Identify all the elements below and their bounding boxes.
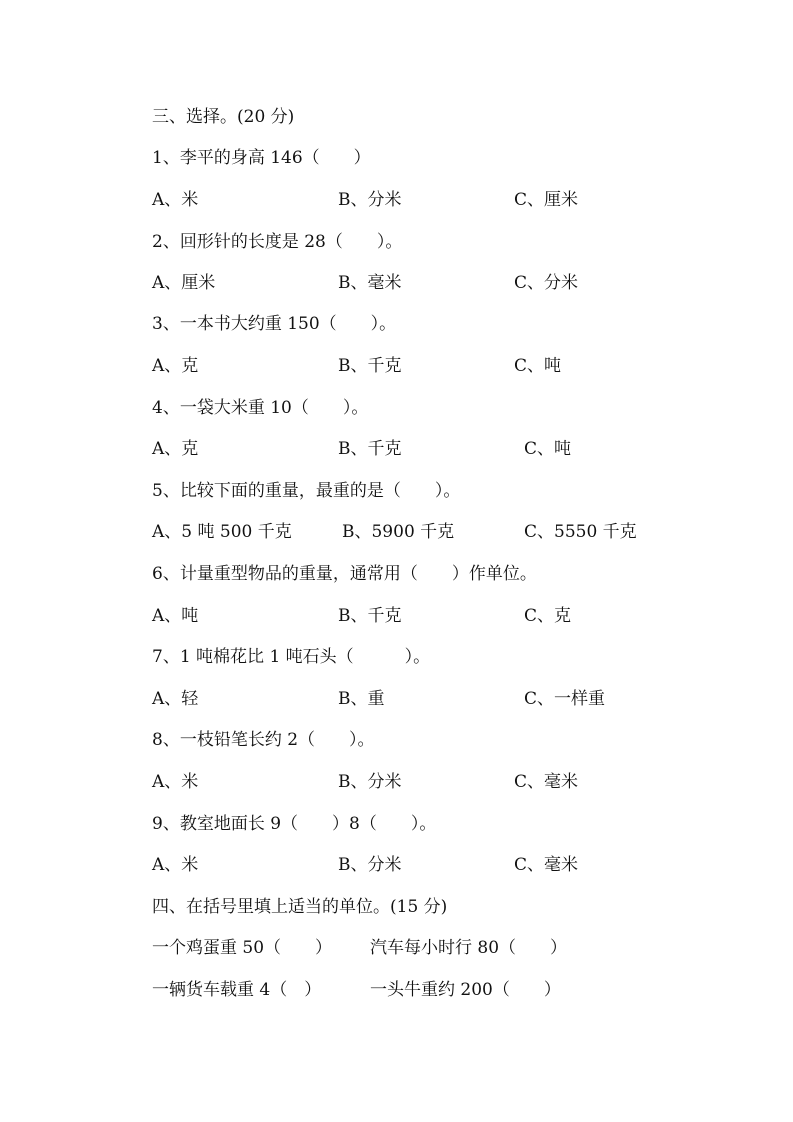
section-4-heading: 四、在括号里填上适当的单位。(15 分) bbox=[152, 897, 448, 917]
question-9-option-c: C、毫米 bbox=[514, 855, 579, 875]
question-2-option-c: C、分米 bbox=[514, 273, 579, 293]
question-1-prompt: 1、李平的身高 146（ ） bbox=[152, 148, 371, 168]
section-3-heading: 三、选择。(20 分) bbox=[152, 107, 295, 127]
question-4-option-c: C、吨 bbox=[524, 439, 572, 459]
question-2-option-a: A、厘米 bbox=[152, 273, 216, 293]
question-3-prompt: 3、一本书大约重 150（ ）。 bbox=[152, 314, 397, 334]
question-8-option-b: B、分米 bbox=[338, 772, 402, 792]
question-6-option-c: C、克 bbox=[524, 606, 572, 626]
question-1-option-b: B、分米 bbox=[338, 190, 402, 210]
question-8-option-c: C、毫米 bbox=[514, 772, 579, 792]
question-2-option-b: B、毫米 bbox=[338, 273, 402, 293]
question-5-option-b: B、5900 千克 bbox=[342, 522, 455, 542]
question-3-option-a: A、克 bbox=[152, 356, 199, 376]
question-3-option-c: C、吨 bbox=[514, 356, 562, 376]
fill-item-car-speed: 汽车每小时行 80（ ） bbox=[370, 938, 568, 958]
question-5-option-c: C、5550 千克 bbox=[524, 522, 637, 542]
question-6-option-b: B、千克 bbox=[338, 606, 402, 626]
question-7-option-a: A、轻 bbox=[152, 689, 199, 709]
question-6-option-a: A、吨 bbox=[152, 606, 199, 626]
question-2-prompt: 2、回形针的长度是 28（ ）。 bbox=[152, 232, 403, 252]
question-9-option-b: B、分米 bbox=[338, 855, 402, 875]
fill-item-truck: 一辆货车载重 4（ ） bbox=[152, 980, 322, 1000]
fill-item-cow: 一头牛重约 200（ ） bbox=[370, 980, 561, 1000]
question-8-option-a: A、米 bbox=[152, 772, 199, 792]
question-9-option-a: A、米 bbox=[152, 855, 199, 875]
question-4-option-b: B、千克 bbox=[338, 439, 402, 459]
question-7-option-b: B、重 bbox=[338, 689, 385, 709]
question-1-option-a: A、米 bbox=[152, 190, 199, 210]
question-3-option-b: B、千克 bbox=[338, 356, 402, 376]
question-4-prompt: 4、一袋大米重 10（ ）。 bbox=[152, 398, 369, 418]
fill-item-egg: 一个鸡蛋重 50（ ） bbox=[152, 938, 333, 958]
question-4-option-a: A、克 bbox=[152, 439, 199, 459]
question-7-prompt: 7、1 吨棉花比 1 吨石头（ ）。 bbox=[152, 647, 431, 667]
question-7-option-c: C、一样重 bbox=[524, 689, 606, 709]
question-8-prompt: 8、一枝铅笔长约 2（ ）。 bbox=[152, 730, 375, 750]
question-6-prompt: 6、计量重型物品的重量，通常用（ ）作单位。 bbox=[152, 564, 537, 584]
question-9-prompt: 9、教室地面长 9（ ）8（ ）。 bbox=[152, 814, 437, 834]
question-1-option-c: C、厘米 bbox=[514, 190, 579, 210]
question-5-prompt: 5、比较下面的重量，最重的是（ ）。 bbox=[152, 481, 461, 501]
question-5-option-a: A、5 吨 500 千克 bbox=[152, 522, 292, 542]
